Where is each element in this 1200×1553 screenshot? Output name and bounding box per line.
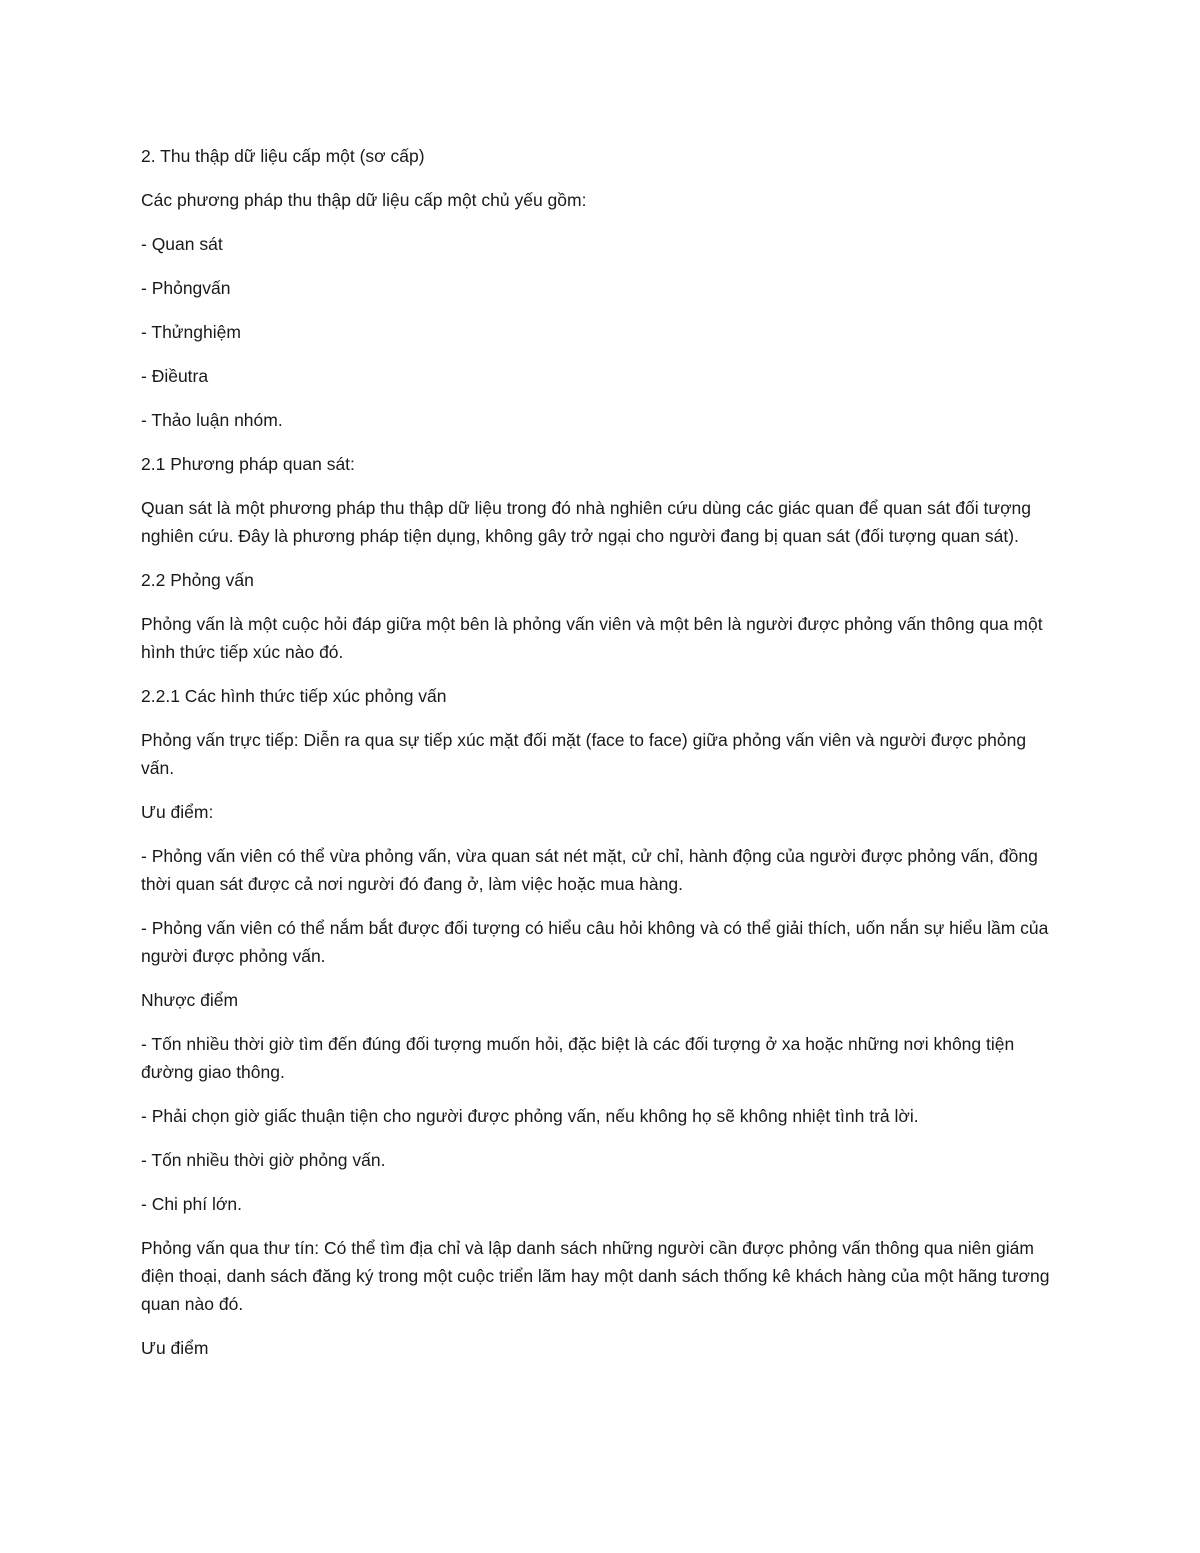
document-body — [141, 142, 1056, 1378]
list-item: - Thửnghiệm — [141, 322, 241, 342]
list-item: - Quan sát — [141, 234, 223, 254]
list-item: - Chi phí lớn. — [141, 1194, 242, 1214]
subsection-heading: 2.1 Phương pháp quan sát: — [141, 454, 355, 474]
list-item: - Phải chọn giờ giấc thuận tiện cho người được phỏng vấn, nếu không họ sẽ không nhiệt tình trả lời. — [141, 1106, 919, 1126]
list-item: - Phỏng vấn viên có thể nắm bắt được đối tượng có hiểu câu hỏi không và có thể giải thích, uốn nắn sự hiểu lầm của người được phỏng vấn. — [141, 918, 1049, 966]
body-paragraph: Phỏng vấn trực tiếp: Diễn ra qua sự tiếp xúc mặt đối mặt (face to face) giữa phỏng vấn viên và người được phỏng vấn. — [141, 730, 1027, 778]
subsection-heading: 2.2 Phỏng vấn — [141, 570, 254, 590]
advantages-label: Ưu điểm: — [141, 802, 214, 822]
list-item: - Phỏngvấn — [141, 278, 231, 298]
body-paragraph: Quan sát là một phương pháp thu thập dữ liệu trong đó nhà nghiên cứu dùng các giác quan để quan sát đối tượng nghiên cứu. Đây là phương pháp tiện dụng, không gây trở ngại cho người đang bị quan sát (đối tượng quan sát). — [141, 498, 1032, 546]
body-paragraph: Phỏng vấn là một cuộc hỏi đáp giữa một bên là phỏng vấn viên và một bên là người được phỏng vấn thông qua một hình thức tiếp xúc nào đó. — [141, 614, 1043, 662]
list-item: - Điềutra — [141, 366, 209, 386]
advantages-label: Ưu điểm — [141, 1338, 209, 1358]
intro-paragraph: Các phương pháp thu thập dữ liệu cấp một chủ yếu gồm: — [141, 190, 587, 210]
list-item: - Thảo luận nhóm. — [141, 410, 283, 430]
list-item: - Tốn nhiều thời giờ tìm đến đúng đối tượng muốn hỏi, đặc biệt là các đối tượng ở xa hoặc những nơi không tiện đường giao thông. — [141, 1034, 1015, 1082]
body-paragraph: Phỏng vấn qua thư tín: Có thể tìm địa chỉ và lập danh sách những người cần được phỏng vấn thông qua niên giám điện thoại, danh sách đăng ký trong một cuộc triển lãm hay một danh sách thống kê khách hàng của một hãng tương quan nào đó. — [141, 1238, 1050, 1314]
section-heading: 2. Thu thập dữ liệu cấp một (sơ cấp) — [141, 146, 425, 166]
disadvantages-label: Nhược điểm — [141, 990, 239, 1010]
list-item: - Phỏng vấn viên có thể vừa phỏng vấn, vừa quan sát nét mặt, cử chỉ, hành động của người được phỏng vấn, đồng thời quan sát được cả nơi người đó đang ở, làm việc hoặc mua hàng. — [141, 846, 1038, 894]
list-item: - Tốn nhiều thời giờ phỏng vấn. — [141, 1150, 386, 1170]
subsection-heading: 2.2.1 Các hình thức tiếp xúc phỏng vấn — [141, 686, 447, 706]
